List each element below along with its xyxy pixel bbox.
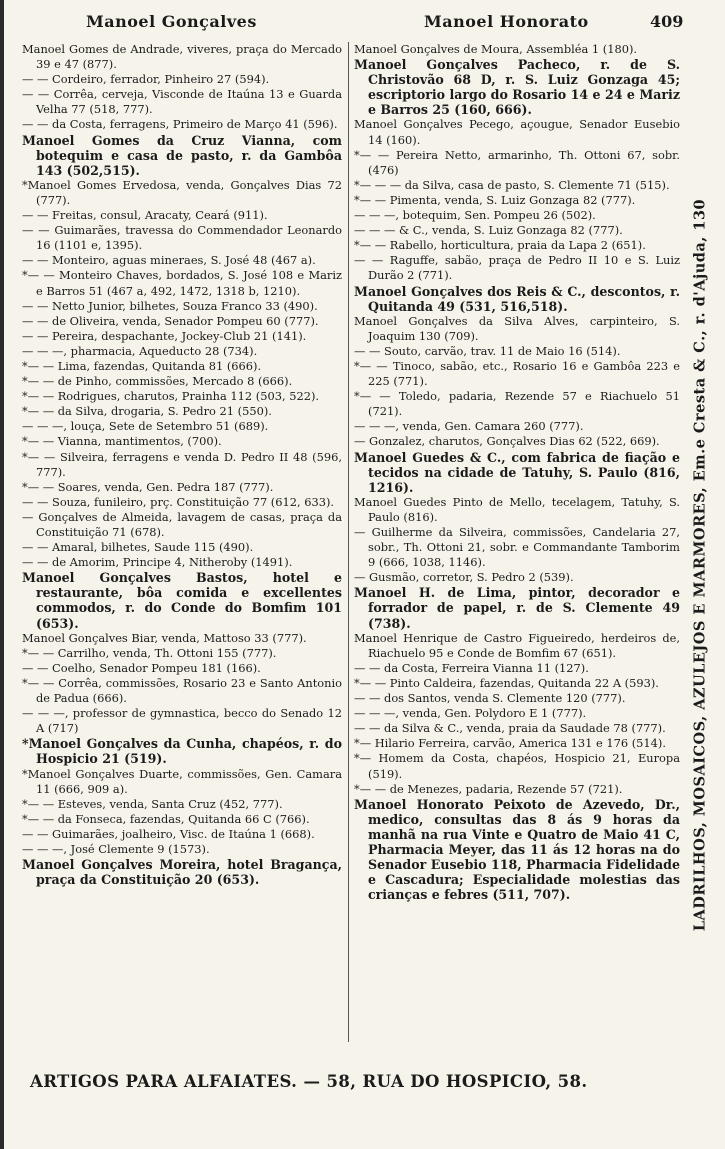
directory-entry: — — —, louça, Sete de Setembro 51 (689). [22,419,269,434]
directory-entry: — — Monteiro, aguas mineraes, S. José 48 (467 a). [22,253,316,268]
directory-entry: — — Amaral, bilhetes, Saude 115 (490). [22,540,254,555]
directory-entry: — — Freitas, consul, Aracaty, Ceará (911). [22,208,268,223]
directory-entry: — — —, José Clemente 9 (1573). [22,841,210,856]
column-divider [348,42,349,1042]
directory-entry: — Gonzalez, charutos, Gonçalves Dias 62 (522, 669). [354,434,660,449]
directory-entry: *— — Soares, venda, Gen. Pedra 187 (777). [22,479,274,494]
directory-entry: *— — Lima, fazendas, Quitanda 81 (666). [22,358,262,373]
directory-entry: *— Homem da Costa, chapéos, Hospicio 21, Europa (519). [354,751,680,781]
directory-entry: — — Guimarães, travessa do Commendador Leonardo 16 (1101 e, 1395). [22,223,342,253]
directory-entry: *— — Pimenta, venda, S. Luiz Gonzaga 82 (777). [354,192,636,207]
directory-entry: — — Coelho, Senador Pompeu 181 (166). [22,660,261,675]
running-header [0,6,725,36]
directory-entry: — — da Costa, ferragens, Primeiro de Março 41 (596). [22,117,338,132]
right-column [354,42,680,902]
directory-entry: — — Guimarães, joalheiro, Visc. de Itaúna 1 (668). [22,826,315,841]
directory-entry: — — Pereira, despachante, Jockey-Club 21 (141). [22,328,307,343]
directory-entry: *— — Rabello, horticultura, praia da Lapa 2 (651). [354,238,646,253]
directory-entry: *— — Silveira, ferragens e venda D. Pedro II 48 (596, 777). [22,449,342,479]
directory-entry: — — —, venda, Gen. Camara 260 (777). [354,419,584,434]
entry-heading: Manoel Gonçalves Moreira, hotel Bragança, praça da Constituição 20 (653). [22,857,342,888]
directory-entry: — Gusmão, corretor, S. Pedro 2 (539). [354,570,574,585]
directory-entry: — — Netto Junior, bilhetes, Souza Franco 33 (490). [22,298,318,313]
side-advert-text: LADRILHOS, MOSAICOS, AZULEJOS E MARMORES, Em.e Cresta & C., r. d'Ajuda, 130 [691,198,709,932]
directory-entry: *— — de Menezes, padaria, Rezende 57 (721). [354,781,623,796]
directory-entry: *— — Pereira Netto, armarinho, Th. Ottoni 67, sobr. (476) [354,147,680,177]
directory-entry: — — Souto, carvão, trav. 11 de Maio 16 (514). [354,343,621,358]
entry-heading: Manoel Gomes da Cruz Vianna, com botequim e casa de pasto, r. da Gambôa 143 (502,515). [22,132,342,178]
directory-entry: *— — Monteiro Chaves, bordados, S. José 108 e Mariz e Barros 51 (467 a, 492, 1472, 1318 b, 1210). [22,268,342,298]
directory-entry: — — da Silva & C., venda, praia da Saudade 78 (777). [354,721,666,736]
directory-entry: — — da Costa, Ferreira Vianna 11 (127). [354,660,589,675]
directory-entry: Manoel Gonçalves de Moura, Assembléa 1 (180). [354,42,638,56]
directory-entry: *— — da Fonseca, fazendas, Quitanda 66 C (766). [22,811,310,826]
directory-entry: — — —, pharmacia, Aqueducto 28 (734). [22,343,258,358]
side-advertisement [680,120,720,1010]
page-edge [0,0,4,1149]
directory-entry: — — de Amorim, Principe 4, Nitheroby (1491). [22,555,293,570]
directory-entry: Manoel Henrique de Castro Figueiredo, herdeiros de, Riachuelo 95 e Conde de Bomfim 67 (651). [354,630,680,660]
header-right: Manoel Honorato [424,12,589,31]
directory-entry: *— — Toledo, padaria, Rezende 57 e Riachuelo 51 (721). [354,389,680,419]
directory-entry: — — de Oliveira, venda, Senador Pompeu 60 (777). [22,313,319,328]
directory-entry: — Guilherme da Silveira, commissões, Candelaria 27, sobr., Th. Ottoni 21, sobr. e Commandante Tamborim 9 (666, 1038, 1146). [354,525,680,570]
entry-heading: Manoel Honorato Peixoto de Azevedo, Dr., medico, consultas das 8 ás 9 horas da manhã na rua Vinte e Quatro de Maio 41 C, Pharmacia Meyer, das 11 ás 12 horas na do Senador Eusebio 118, Pharmacia Fidelidade e Cascadura; Especialidade molestias das crianças e febres (511, 707). [354,796,680,903]
directory-entry: *— — Corrêa, commissões, Rosario 23 e Santo Antonio de Padua (666). [22,675,342,706]
entry-heading: Manoel Gonçalves dos Reis & C., descontos, r. Quitanda 49 (531, 516,518). [354,283,680,314]
page-number: 409 [650,12,684,31]
footer-advertisement: ARTIGOS PARA ALFAIATES. — 58, RUA DO HOSPICIO, 58. [30,1072,588,1091]
directory-entry: — — —, professor de gymnastica, becco do Senado 12 A (717) [22,706,342,736]
directory-entry: — — Raguffe, sabão, praça de Pedro II 10 e S. Luiz Durão 2 (771). [354,253,680,283]
directory-entry: *Manoel Gomes Ervedosa, venda, Gonçalves Dias 72 (777). [22,177,342,207]
directory-entry: *— — Pinto Caldeira, fazendas, Quitanda 22 A (593). [354,675,659,690]
directory-entry: — — dos Santos, venda S. Clemente 120 (777). [354,691,626,706]
entry-heading: Manoel H. de Lima, pintor, decorador e forrador de papel, r. de S. Clemente 49 (738). [354,585,680,631]
entry-heading: Manoel Gonçalves Bastos, hotel e restaurante, bôa comida e excellentes commodos, r. do Conde do Bomfim 101 (653). [22,570,342,631]
directory-entry: — Gonçalves de Almeida, lavagem de casas, praça da Constituição 71 (678). [22,509,342,539]
entry-heading: Manoel Guedes & C., com fabrica de fiação e tecidos na cidade de Tatuhy, S. Paulo (816, 1216). [354,449,680,495]
entry-heading: Manoel Gonçalves Pacheco, r. de S. Christovão 68 D, r. S. Luiz Gonzaga 45; escriptorio largo do Rosario 14 e 24 e Mariz e Barros 25 (160, 666). [354,57,680,118]
directory-entry: — — Cordeiro, ferrador, Pinheiro 27 (594). [22,72,270,87]
directory-entry: Manoel Gomes de Andrade, viveres, praça do Mercado 39 e 47 (877). [22,42,342,72]
header-left: Manoel Gonçalves [86,12,257,31]
directory-entry: *— — Rodrigues, charutos, Prainha 112 (503, 522). [22,389,320,404]
directory-entry: — — — & C., venda, S. Luiz Gonzaga 82 (777). [354,223,623,238]
directory-entry: *— — — da Silva, casa de pasto, S. Clemente 71 (515). [354,177,670,192]
directory-entry: *— — de Pinho, commissões, Mercado 8 (666). [22,374,293,389]
left-column [22,42,342,887]
directory-entry: Manoel Gonçalves da Silva Alves, carpinteiro, S. Joaquim 130 (709). [354,313,680,343]
directory-entry: Manoel Gonçalves Biar, venda, Mattoso 33 (777). [22,630,307,645]
directory-entry: — — Souza, funileiro, prç. Constituição 77 (612, 633). [22,494,335,509]
directory-entry: *Manoel Gonçalves Duarte, commissões, Gen. Camara 11 (666, 909 a). [22,766,342,796]
entry-heading: *Manoel Gonçalves da Cunha, chapéos, r. do Hospicio 21 (519). [22,736,342,767]
directory-entry: — — Corrêa, cerveja, Visconde de Itaúna 13 e Guarda Velha 77 (518, 777). [22,87,342,117]
directory-entry: *— Hilario Ferreira, carvão, America 131 e 176 (514). [354,736,666,751]
directory-entry: *— — da Silva, drogaria, S. Pedro 21 (550). [22,404,272,419]
directory-entry: *— — Tinoco, sabão, etc., Rosario 16 e Gambôa 223 e 225 (771). [354,358,680,389]
directory-entry: — — —, venda, Gen. Polydoro E 1 (777). [354,706,587,721]
directory-entry: — — —, botequim, Sen. Pompeu 26 (502). [354,208,596,223]
directory-entry: Manoel Guedes Pinto de Mello, tecelagem, Tatuhy, S. Paulo (816). [354,494,680,524]
directory-entry: *— — Esteves, venda, Santa Cruz (452, 777). [22,796,283,811]
directory-entry: *— — Vianna, mantimentos, (700). [22,434,222,449]
directory-entry: Manoel Gonçalves Pecego, açougue, Senador Eusebio 14 (160). [354,117,680,147]
directory-entry: *— — Carrilho, venda, Th. Ottoni 155 (777). [22,645,277,660]
